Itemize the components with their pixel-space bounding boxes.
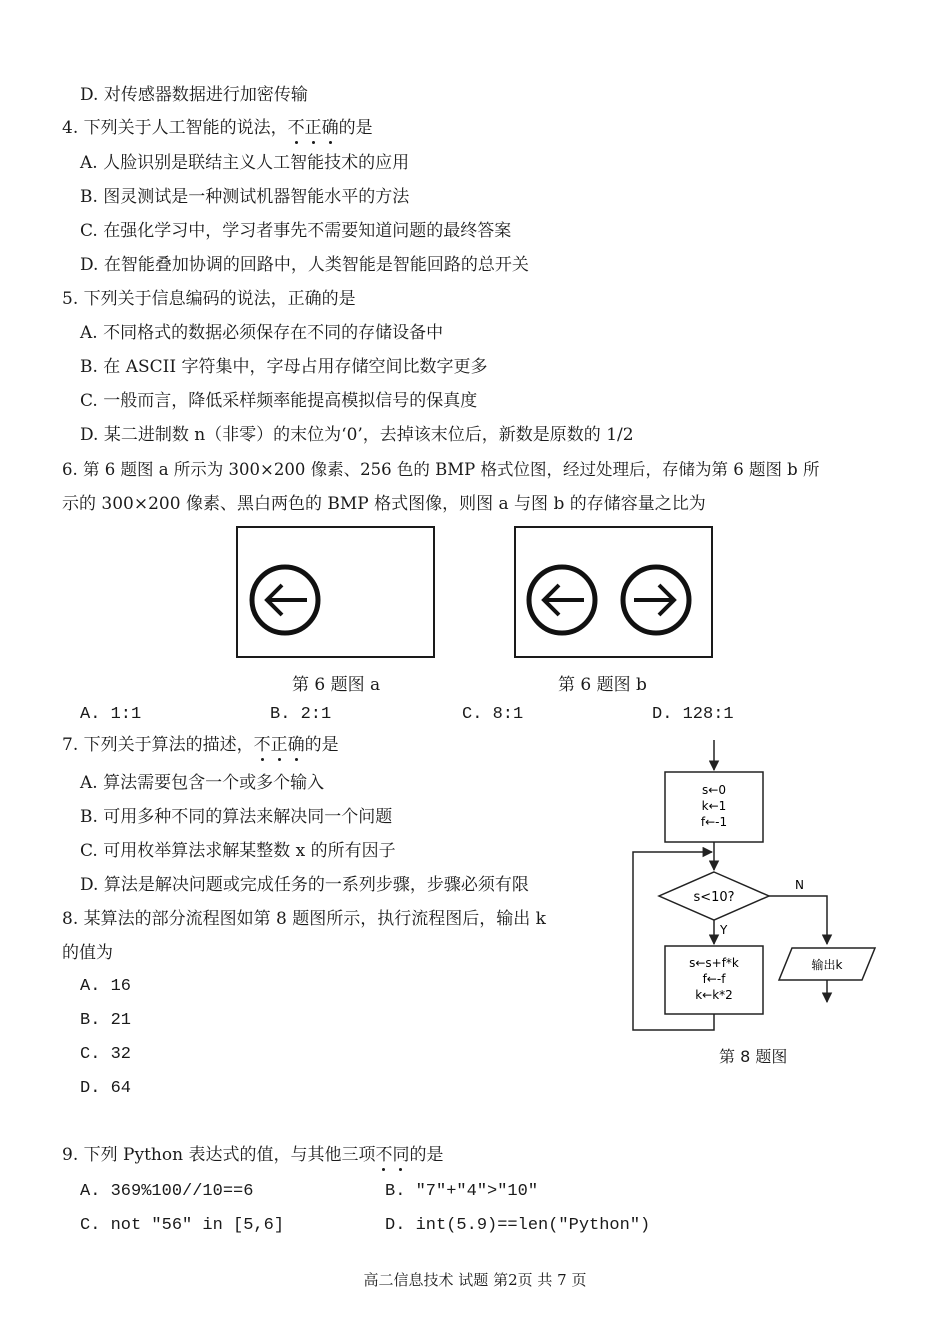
- q4-emph-3: 确: [321, 118, 339, 138]
- q7-number: 7.: [62, 735, 79, 755]
- q8-option-a: A. 16: [80, 977, 132, 996]
- q8-stem-line2: 的值为: [62, 943, 113, 963]
- condition-text: s<10?: [693, 890, 735, 905]
- q4-stem: [62, 117, 373, 139]
- q8-option-b: B. 21: [80, 1011, 132, 1030]
- q7-emph-1: 不: [253, 735, 271, 755]
- q9-emph-2: 同: [392, 1145, 410, 1165]
- q9-option-b: B. ″7″+″4″>″10″: [385, 1182, 539, 1201]
- q7-option-a: A. 算法需要包含一个或多个输入: [80, 773, 325, 793]
- q8-stem-line1: 8. 某算法的部分流程图如第 8 题图所示，执行流程图后，输出 k: [62, 909, 546, 929]
- q9-stem-pre: 下列 Python 表达式的值，与其他三项: [83, 1145, 376, 1165]
- q7-emph-2: 正: [270, 735, 288, 755]
- q7-option-b: B. 可用多种不同的算法来解决同一个问题: [80, 807, 393, 827]
- page-footer: 高二信息技术 试题 第2页 共 7 页: [363, 1271, 587, 1289]
- q7-option-c: C. 可用枚举算法求解某整数 x 的所有因子: [80, 841, 396, 861]
- q9-stem-post: 的是: [409, 1145, 444, 1165]
- q6-caption-b: 第 6 题图 b: [558, 675, 647, 695]
- q5-option-b: B. 在 ASCII 字符集中，字母占用存储空间比数字更多: [80, 357, 488, 377]
- left-arrow-circle-icon: [529, 567, 595, 633]
- yes-label: Y: [720, 923, 728, 937]
- right-arrow-circle-icon: [623, 567, 689, 633]
- q9-option-a: A. 369%100//10==6: [80, 1182, 254, 1201]
- q8-option-d: D. 64: [80, 1079, 132, 1098]
- body-line-3: k←k*2: [695, 988, 733, 1002]
- q4-option-d: D. 在智能叠加协调的回路中，人类智能是智能回路的总开关: [80, 255, 529, 275]
- body-line-1: s←s+f*k: [689, 956, 739, 970]
- q6-figure-a: [236, 526, 435, 658]
- q8-caption: 第 8 题图: [719, 1047, 788, 1066]
- q5-option-a: A. 不同格式的数据必须保存在不同的存储设备中: [80, 323, 444, 343]
- q7-stem-post: 的是: [304, 735, 339, 755]
- init-line-1: s←0: [702, 783, 726, 797]
- q4-option-b: B. 图灵测试是一种测试机器智能水平的方法: [80, 187, 410, 207]
- q6-option-b: B. 2:1: [270, 705, 332, 724]
- q6-figure-b: [514, 526, 713, 658]
- q9-stem: [62, 1144, 443, 1166]
- q9-option-d: D. int(5.9)==len(″Python″): [385, 1216, 651, 1235]
- q5-option-c: C. 一般而言，降低采样频率能提高模拟信号的保真度: [80, 391, 478, 411]
- q4-emph-2: 正: [304, 118, 322, 138]
- q4-emph-1: 不: [287, 118, 305, 138]
- body-line-2: f←-f: [702, 972, 726, 986]
- q9-option-c: C. not ″56″ in [5,6]: [80, 1216, 285, 1235]
- q9-emph-1: 不: [375, 1145, 393, 1165]
- q4-option-c: C. 在强化学习中，学习者事先不需要知道问题的最终答案: [80, 221, 512, 241]
- no-label: N: [795, 878, 804, 892]
- q4-stem-post: 的是: [338, 118, 373, 138]
- init-line-3: f←-1: [700, 815, 728, 829]
- q6-option-d: D. 128:1: [652, 705, 734, 724]
- q7-stem-pre: 下列关于算法的描述，: [83, 735, 254, 755]
- q9-number: 9.: [62, 1145, 79, 1165]
- q6-stem-line2: 示的 300×200 像素、黑白两色的 BMP 格式图像，则图 a 与图 b 的存储容量之比为: [62, 494, 706, 514]
- q5-option-d: D. 某二进制数 n（非零）的末位为‘0’，去掉该末位后，新数是原数的 1/2: [80, 425, 634, 445]
- q6-option-a: A. 1:1: [80, 705, 142, 724]
- q6-stem-line1: 6. 第 6 题图 a 所示为 300×200 像素、256 色的 BMP 格式位图，经过处理后，存储为第 6 题图 b 所: [62, 460, 820, 479]
- q7-emph-3: 确: [287, 735, 305, 755]
- q8-option-c: C. 32: [80, 1045, 132, 1064]
- q7-option-d: D. 算法是解决问题或完成任务的一系列步骤，步骤必须有限: [80, 875, 529, 895]
- init-line-2: k←1: [701, 799, 727, 813]
- q7-stem: [62, 734, 339, 756]
- q4-stem-pre: 下列关于人工智能的说法，: [83, 118, 288, 138]
- q5-stem: 5. 下列关于信息编码的说法，正确的是: [62, 289, 356, 309]
- q6-caption-a: 第 6 题图 a: [292, 675, 381, 695]
- q8-flowchart: [620, 738, 890, 1038]
- output-text: 输出k: [811, 958, 843, 972]
- q3-option-d: D. 对传感器数据进行加密传输: [80, 85, 308, 105]
- q6-option-c: C. 8:1: [462, 705, 524, 724]
- left-arrow-circle-icon: [252, 567, 318, 633]
- q4-option-a: A. 人脸识别是联结主义人工智能技术的应用: [80, 153, 410, 173]
- q4-number: 4.: [62, 118, 79, 138]
